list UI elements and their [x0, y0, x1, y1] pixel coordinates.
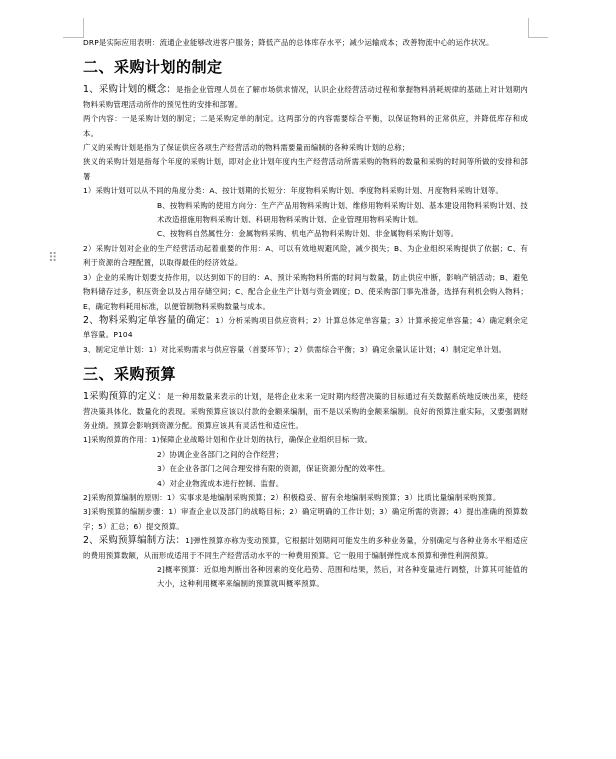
broad-definition: 广义的采购计划是指为了保证供应各项生产经营活动的物料需要量而编制的各种采购计划的总称；	[83, 143, 410, 153]
document-body	[83, 36, 528, 592]
concept-label: 1、采购计划的概念：	[83, 84, 176, 96]
budget-method-paragraph	[83, 534, 528, 563]
order-plan-paragraph: 3、制定定单计划：1）对比采购需求与供应容量（首要环节）；2）供需综合平衡；3）确定余量认证计划；4）制定定单计划。	[83, 344, 507, 354]
two-aspects-paragraph: 两个内容：一是采购计划的制定；二是采购定单的制定。这两部分的内容需要综合平衡，以保证物料的正常供应，并降低库存和成本。	[83, 114, 528, 138]
order-capacity-text: 1）分析采购项目供应资料；2）计算总体定单容量；3）计算承接定单容量；4）确定剩余定单容量。P104	[83, 315, 528, 340]
narrow-definition: 狭义的采购计划是指每个年度的采购计划，即对企业计划年度内生产经营活动所需采购的物料的数量和采购的时间等所做的安排和部署	[83, 157, 528, 181]
plan-purpose-paragraph: 3）企业的采购计划要支持作用，以达到如下的目的：A、预计采购物料所需的时间与数量，防止供应中断，影响产销活动；B、避免物料储存过多，积压资金以及占用存储空间；C、配合企业生产计划与资金调度；D、使采购部门事先准备，选择有利机会购入物料；E、确定物料耗用标准，以便管制物料采购数量与成本。	[83, 272, 528, 311]
order-capacity-paragraph	[83, 314, 528, 343]
section-heading-procurement-budget: 三、采购预算	[83, 365, 177, 384]
budget-definition-label: 1采购预算的定义：	[83, 391, 167, 403]
budget-method-label: 2、采购预算编制方法：	[83, 535, 186, 547]
budget-method-1: 1]弹性预算亦称为变动预算，它根据计划期间可能发生的多种业务量，分别确定与各种业务水平相适应的费用预算数额，从而形成适用于不同生产经营活动水平的一种费用预算。它一般用于编制弹性成本预算和弹性利润预算。	[83, 536, 528, 560]
classification-b: B、按物料采购的使用方向分：生产产品用物料采购计划、维修用物料采购计划、基本建设用物料采购计划、技术改造措施用物料采购计划、科研用物料采购计划、企业管理用物料采购计划。	[157, 200, 528, 225]
classification-c: C、按物料自然属性分：金属物料采购、机电产品物料采购计划、非金属物料采购计划等。	[157, 229, 459, 239]
budget-role-4: 4）对企业物流成本进行控制、监督。	[157, 478, 284, 488]
budget-method-2: 2]概率预算：近似地判断出各种因素的变化趋势、范围和结果，然后，对各种变量进行调整，计算其可能值的大小，这种利用概率来编制的预算就叫概率预算。	[157, 565, 528, 589]
order-capacity-label: 2、物料采购定单容量的确定：	[83, 314, 216, 326]
section-heading-procurement-plan: 二、采购计划的制定	[83, 58, 223, 77]
crop-mark-top-right-h	[528, 37, 548, 38]
drag-handle-icon[interactable]: ⠿	[48, 251, 58, 266]
crop-mark-top-left-h	[63, 37, 83, 38]
crop-mark-top-left-v	[83, 18, 84, 38]
concept-paragraph	[83, 83, 528, 112]
intro-paragraph: DRP是实际应用表明：流通企业能够改进客户服务；降低产品的总体库存水平；减少运输成本；改善物流中心的运作状况。	[83, 38, 494, 47]
budget-definition-paragraph	[83, 390, 528, 433]
concept-text: 是指企业管理人员在了解市场供求情况，认识企业经营活动过程和掌握物料消耗规律的基础上对计划期内物料采购管理活动所作的预见性的安排和部署。	[83, 85, 528, 109]
crop-mark-top-right-v	[528, 18, 529, 38]
budget-role-2: 2）协调企业各部门之间的合作经营；	[157, 449, 284, 459]
budget-role-3: 3）在企业各部门之间合理安排有限的资源，保证资源分配的效率性。	[157, 464, 390, 474]
budget-principle-paragraph: 2]采购预算编制的原则：1）实事求是地编制采购预算；2）积极稳妥、留有余地编制采购预算；3）比质比量编制采购预算。	[83, 492, 501, 502]
plan-role-paragraph: 2）采购计划对企业的生产经营活动起着重要的作用：A、可以有效地规避风险，减少损失；B、为企业组织采购提供了依据；C、有利于资源的合理配置，以取得最佳的经济效益。	[83, 243, 528, 268]
budget-role-1: 1]采购预算的作用：1)保障企业战略计划和作业计划的执行，确保企业组织目标一致。	[83, 435, 373, 445]
classification-a: 1）采购计划可以从不同的角度分类：A、按计划期的长短分：年度物料采购计划、季度物料采购计划、月度物料采购计划等。	[83, 186, 504, 196]
budget-steps-paragraph: 3]采购预算的编制步骤：1）审查企业以及部门的战略目标；2）确定明确的工作计划；3）确定所需的资源；4）提出准确的预算数字；5）汇总；6）提交预算。	[83, 507, 528, 531]
budget-definition-text: 是一种用数量来表示的计划，是将企业未来一定时期内经营决策的目标通过有关数据系统地反映出来，使经营决策具体化、数量化的表现。采购预算应该以付款的金额来编制，而不是以采购的金额来编制。良好的预算注重实际，又要强调财务业绩。预算会影响到资源分配。预算应该具有灵活性和适应性。	[83, 392, 529, 430]
